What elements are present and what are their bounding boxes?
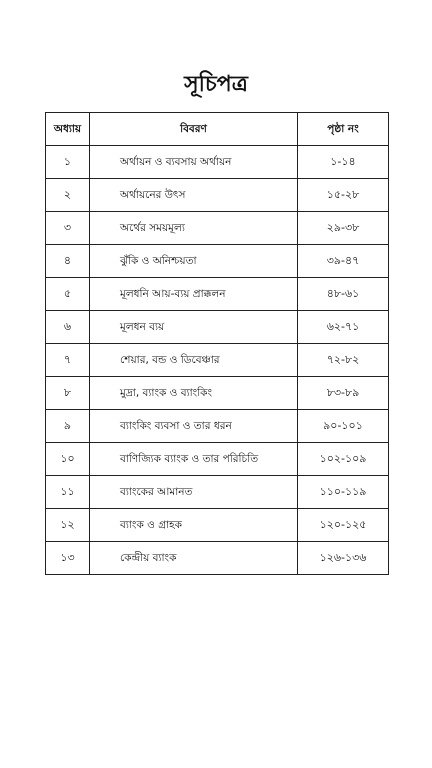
table-row — [46, 410, 389, 443]
page-range: ৯০-১০১ — [298, 410, 389, 443]
chapter-number: ৩ — [46, 212, 90, 245]
chapter-title: বাণিজ্যিক ব্যাংক ও তার পরিচিতি — [90, 443, 298, 476]
page-range: ৬২-৭১ — [298, 311, 389, 344]
page-range: ৮৩-৮৯ — [298, 377, 389, 410]
table-row — [46, 212, 389, 245]
page-range: ২৯-৩৮ — [298, 212, 389, 245]
chapter-number: ২ — [46, 179, 90, 212]
page-range: ১২৬-১৩৬ — [298, 542, 389, 575]
page-range: ৭২-৮২ — [298, 344, 389, 377]
table-row — [46, 443, 389, 476]
column-header-description: বিবরণ — [90, 113, 298, 146]
page-range: ৩৯-৪৭ — [298, 245, 389, 278]
chapter-title: ব্যাংকিং ব্যবসা ও তার ধরন — [90, 410, 298, 443]
table-row — [46, 344, 389, 377]
table-row — [46, 179, 389, 212]
chapter-number: ১০ — [46, 443, 90, 476]
chapter-title: ব্যাংকের আমানত — [90, 476, 298, 509]
table-row — [46, 311, 389, 344]
chapter-title: অর্থের সময়মূল্য — [90, 212, 298, 245]
table-row — [46, 377, 389, 410]
chapter-title: মূলধনি আয়-ব্যয় প্রাক্কলন — [90, 278, 298, 311]
chapter-number: ১২ — [46, 509, 90, 542]
chapter-title: কেন্দ্রীয় ব্যাংক — [90, 542, 298, 575]
chapter-number: ১ — [46, 146, 90, 179]
chapter-number: ৮ — [46, 377, 90, 410]
page-title: সূচিপত্র — [184, 72, 248, 97]
chapter-title: মূলধন ব্যয় — [90, 311, 298, 344]
page-range: ১১০-১১৯ — [298, 476, 389, 509]
chapter-number: ৯ — [46, 410, 90, 443]
chapter-title: অর্থায়ন ও ব্যবসায় অর্থায়ন — [90, 146, 298, 179]
table-row — [46, 509, 389, 542]
chapter-number: ৫ — [46, 278, 90, 311]
table-row — [46, 245, 389, 278]
page-range: ১-১৪ — [298, 146, 389, 179]
page-range: ১২০-১২৫ — [298, 509, 389, 542]
table-row — [46, 476, 389, 509]
chapter-number: ১৩ — [46, 542, 90, 575]
page-range: ১০২-১০৯ — [298, 443, 389, 476]
table-row — [46, 146, 389, 179]
chapter-number: ৪ — [46, 245, 90, 278]
table-of-contents — [45, 112, 389, 575]
chapter-title: অর্থায়নের উৎস — [90, 179, 298, 212]
page-range: ৪৮-৬১ — [298, 278, 389, 311]
chapter-title: মুদ্রা, ব্যাংক ও ব্যাংকিং — [90, 377, 298, 410]
chapter-number: ৭ — [46, 344, 90, 377]
chapter-number: ১১ — [46, 476, 90, 509]
table-header-row — [46, 113, 389, 146]
column-header-chapter: অধ্যায় — [46, 113, 90, 146]
chapter-title: ঝুঁকি ও অনিশ্চয়তা — [90, 245, 298, 278]
table-row — [46, 542, 389, 575]
chapter-title: শেয়ার, বন্ড ও ডিবেঞ্চার — [90, 344, 298, 377]
chapter-number: ৬ — [46, 311, 90, 344]
page-range: ১৫-২৮ — [298, 179, 389, 212]
table-row — [46, 278, 389, 311]
chapter-title: ব্যাংক ও গ্রাহক — [90, 509, 298, 542]
column-header-pages: পৃষ্ঠা নং — [298, 113, 389, 146]
